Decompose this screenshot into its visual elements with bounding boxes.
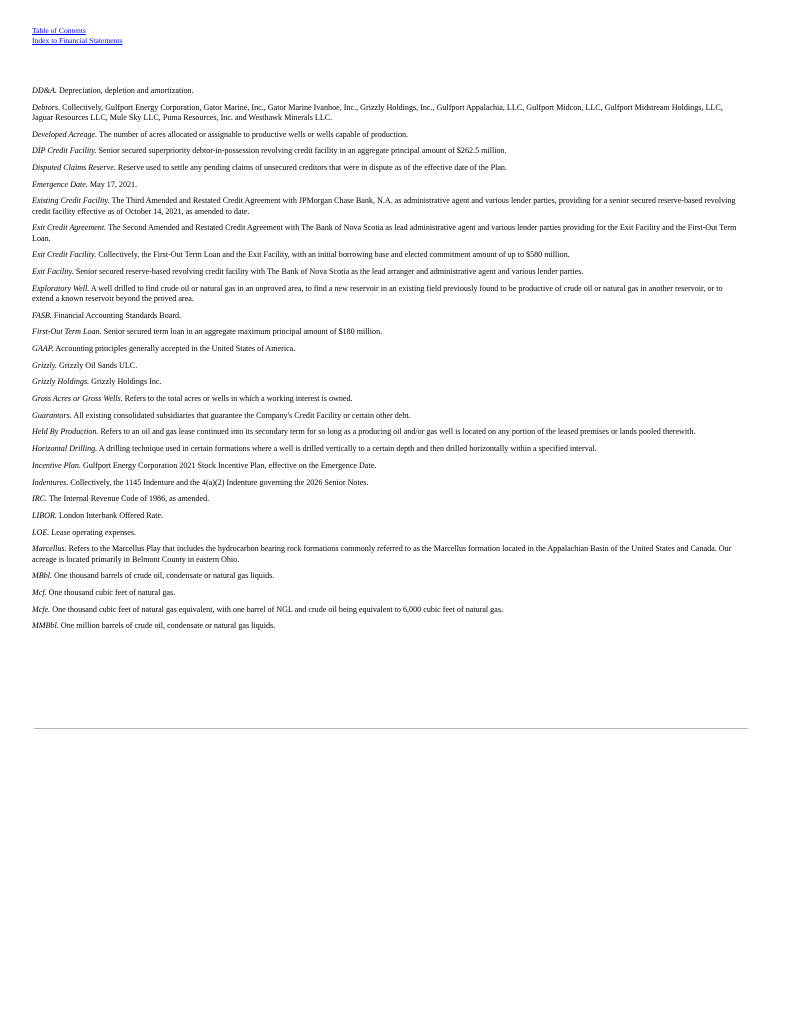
- glossary-definition-text: One thousand cubic feet of natural gas equivalent, with one barrel of NGL and crude oil being equivalent to 6,000 cubic feet of natural gas.: [50, 604, 503, 614]
- glossary-term: First-Out Term Loan.: [32, 327, 102, 337]
- table-of-contents-link[interactable]: Table of Contents: [32, 26, 86, 35]
- glossary-definition-text: London Interbank Offered Rate.: [56, 510, 164, 520]
- glossary-entry: [32, 163, 738, 173]
- index-to-financial-statements-link[interactable]: Index to Financial Statements: [32, 36, 123, 45]
- glossary-term: GAAP.: [32, 343, 54, 353]
- glossary-entry: [32, 544, 738, 564]
- glossary-entry: [32, 394, 738, 404]
- glossary-entry: [32, 588, 738, 598]
- glossary-term: DIP Credit Facility.: [32, 146, 97, 156]
- glossary-definition-text: Collectively, Gulfport Energy Corporation, Gator Marine, Inc., Gator Marine Ivanhoe, Inc., Grizzly Holdings, Inc., Gulfport Appalachia, LLC, Gulfport Midcon, LLC, Gulfport Midstream Holdings, LLC, Jaguar Resources LLC, Mule Sky LLC, Puma Resources, Inc. and Westhawk Minerals LLC.: [32, 102, 723, 122]
- glossary-definition-text: A drilling technique used in certain formations where a well is drilled vertically to a certain depth and then drilled horizontally within a specified interval.: [97, 444, 597, 454]
- glossary-term: Guarantors.: [32, 410, 72, 420]
- glossary-entry: [32, 461, 738, 471]
- glossary-term: MBbl.: [32, 571, 53, 581]
- glossary-definition-text: Senior secured reserve-based revolving credit facility with The Bank of Nova Scotia as the lead arranger and administrative agent and various lender parties.: [73, 266, 584, 276]
- glossary-entry: [32, 528, 738, 538]
- glossary-definition-text: Grizzly Holdings Inc.: [89, 377, 162, 387]
- glossary-term: Marcellus.: [32, 544, 67, 554]
- glossary-term: Debtors.: [32, 102, 61, 112]
- glossary-definition-text: Collectively, the First-Out Term Loan and the Exit Facility, with an initial borrowing base and elected commitment amount of up to $580 million.: [96, 250, 570, 260]
- glossary-definition-text: The Internal Revenue Code of 1986, as amended.: [47, 494, 210, 504]
- glossary-entry: [32, 103, 738, 123]
- glossary-definition-text: Grizzly Oil Sands ULC.: [56, 360, 138, 370]
- glossary-definition-text: Refers to an oil and gas lease continued into its secondary term for so long as a producing oil and/or gas well is located on any portion of the leased premises or lands pooled therewith.: [98, 427, 696, 437]
- glossary-term: Grizzly.: [32, 360, 57, 370]
- glossary-definition-text: A well drilled to find crude oil or natural gas in an unproved area, to find a new reservoir in an existing field previously found to be productive of crude oil or natural gas in another reservoir, or to extend a known reservoir beyond the proved area.: [32, 283, 723, 303]
- glossary-entry: [32, 146, 738, 156]
- glossary-definition-text: Collectively, the 1145 Indenture and the 4(a)(2) Indenture governing the 2026 Senior Notes.: [68, 477, 369, 487]
- glossary-term: MMBbl.: [32, 621, 59, 631]
- glossary-entry: [32, 250, 738, 260]
- glossary-entry: [32, 130, 738, 140]
- page-divider: [34, 728, 748, 729]
- glossary-definition-text: The number of acres allocated or assignable to productive wells or wells capable of production.: [97, 129, 409, 139]
- glossary-term: FASB.: [32, 310, 52, 320]
- glossary-entry: [32, 344, 738, 354]
- glossary-entry: [32, 427, 738, 437]
- glossary-definition-text: Depreciation, depletion and amortization.: [56, 86, 194, 95]
- glossary-term: LOE.: [32, 527, 50, 537]
- glossary-definitions-list: [32, 86, 738, 638]
- glossary-entry: [32, 494, 738, 504]
- glossary-entry: [32, 571, 738, 581]
- glossary-definition-text: Lease operating expenses.: [49, 527, 137, 537]
- glossary-term: Mcfe.: [32, 604, 51, 614]
- glossary-entry: [32, 327, 738, 337]
- glossary-entry: [32, 444, 738, 454]
- glossary-entry: [32, 411, 738, 421]
- glossary-entry: [32, 196, 738, 216]
- glossary-term: DD&A.: [32, 86, 57, 95]
- glossary-definition-text: Gulfport Energy Corporation 2021 Stock Incentive Plan, effective on the Emergence Date.: [81, 460, 377, 470]
- glossary-term: Gross Acres or Gross Wells.: [32, 394, 123, 404]
- glossary-term: Disputed Claims Reserve.: [32, 163, 116, 173]
- glossary-term: Indentures.: [32, 477, 69, 487]
- glossary-term: Horizontal Drilling.: [32, 444, 98, 454]
- glossary-entry: [32, 361, 738, 371]
- glossary-term: Grizzly Holdings.: [32, 377, 90, 387]
- glossary-entry: [32, 377, 738, 387]
- glossary-term: Exit Credit Agreement.: [32, 223, 107, 233]
- glossary-definition-text: One thousand cubic feet of natural gas.: [46, 588, 176, 597]
- glossary-term: Emergence Date.: [32, 179, 88, 189]
- glossary-term: Incentive Plan.: [32, 460, 81, 470]
- glossary-definition-text: May 17, 2021.: [87, 179, 138, 189]
- glossary-entry: [32, 86, 738, 96]
- glossary-definition-text: All existing consolidated subsidiaries that guarantee the Company's Credit Facility or certain other debt.: [71, 410, 411, 420]
- top-navigation-links: [32, 26, 122, 46]
- glossary-definition-text: Refers to the Marcellus Play that includes the hydrocarbon bearing rock formations commonly referred to as the Marcellus formation located in the Appalachian Basin of the United States and Canada. Our acreage is located primarily in Belmont County in eastern Ohio.: [32, 544, 732, 564]
- glossary-definition-text: Senior secured superpriority debtor-in-possession revolving credit facility in an aggregate principal amount of $262.5 million.: [96, 146, 507, 156]
- glossary-term: IRC.: [32, 494, 48, 504]
- glossary-definition-text: One thousand barrels of crude oil, condensate or natural gas liquids.: [52, 571, 275, 581]
- glossary-term: Mcf.: [32, 588, 47, 597]
- glossary-definition-text: Accounting principles generally accepted in the United States of America.: [53, 343, 296, 353]
- glossary-term: Existing Credit Facility.: [32, 196, 110, 206]
- glossary-definition-text: Senior secured term loan in an aggregate maximum principal amount of $180 million.: [101, 327, 383, 337]
- glossary-term: Exploratory Well.: [32, 283, 90, 293]
- glossary-entry: [32, 267, 738, 277]
- glossary-entry: [32, 284, 738, 304]
- glossary-term: Exit Facility.: [32, 266, 74, 276]
- glossary-definition-text: Financial Accounting Standards Board.: [51, 310, 182, 320]
- glossary-entry: [32, 223, 738, 243]
- glossary-definition-text: Refers to the total acres or wells in which a working interest is owned.: [122, 394, 353, 404]
- glossary-entry: [32, 311, 738, 321]
- glossary-entry: [32, 511, 738, 521]
- glossary-entry: [32, 478, 738, 488]
- glossary-term: Developed Acreage.: [32, 129, 98, 139]
- glossary-definition-text: One million barrels of crude oil, condensate or natural gas liquids.: [58, 621, 276, 631]
- glossary-entry: [32, 180, 738, 190]
- glossary-definition-text: The Third Amended and Restated Credit Agreement with JPMorgan Chase Bank, N.A. as administrative agent and various lender parties, providing for a senior secured reserve-based revolving credit facility effective as of October 14, 2021, as amended to date.: [32, 196, 736, 216]
- glossary-term: Exit Credit Facility.: [32, 250, 97, 260]
- glossary-term: LIBOR.: [32, 510, 57, 520]
- glossary-entry: [32, 621, 738, 631]
- glossary-definition-text: Reserve used to settle any pending claims of unsecured creditors that were in dispute as of the effective date of the Plan.: [115, 163, 508, 173]
- glossary-entry: [32, 605, 738, 615]
- glossary-term: Held By Production.: [32, 427, 99, 437]
- glossary-definition-text: The Second Amended and Restated Credit Agreement with The Bank of Nova Scotia as lead administrative agent and various lender parties providing for the Exit Facility and the First-Out Term Loan.: [32, 223, 737, 243]
